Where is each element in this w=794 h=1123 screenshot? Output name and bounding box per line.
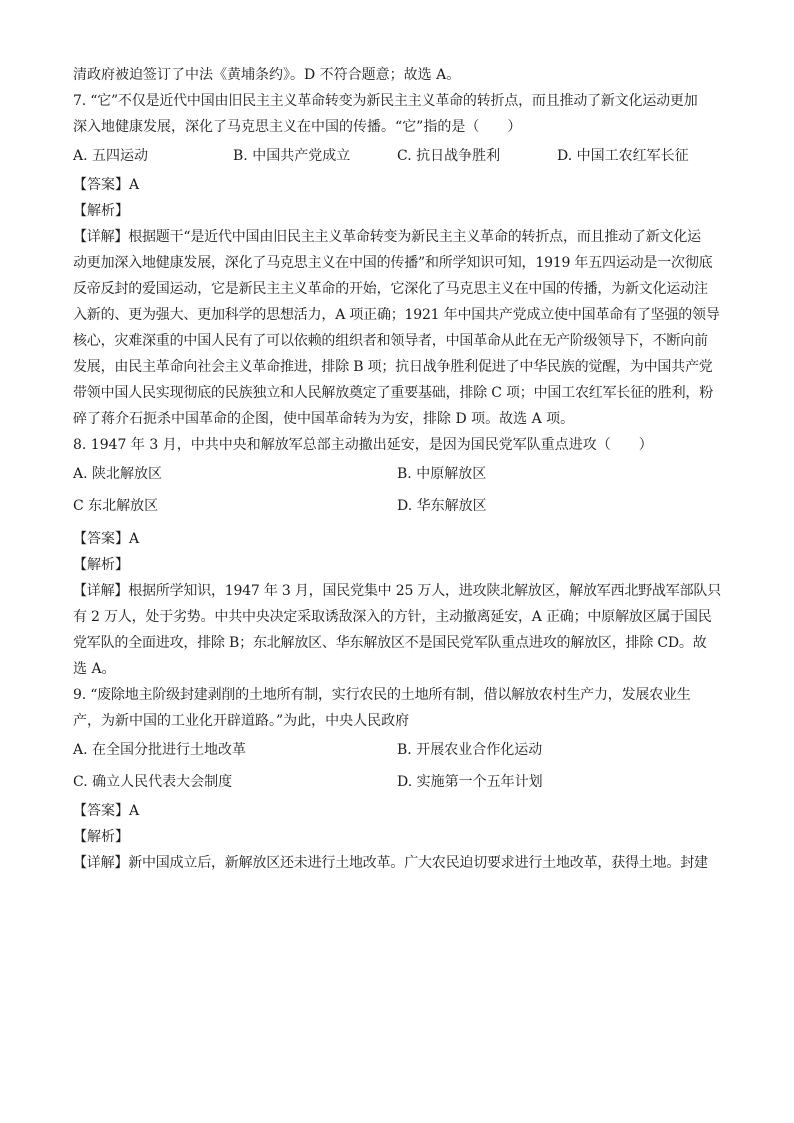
q7-options [73, 140, 721, 172]
intro-line: 清政府被迫签订了中法《黄埔条约》。D 不符合题意；故选 A。 [73, 67, 461, 83]
q7-detail-line-2: 动更加深入地健康发展，深化了马克思主义在中国的传播”和所学知识可知，1919 年五四运动是一次彻底 [73, 255, 713, 271]
q9-option-c: C. 确立人民代表大会制度 [73, 774, 233, 790]
q7-detail-line-7: 带领中国人民实现彻底的民族独立和人民解放奠定了重要基础，排除 C 项；中国工农红军长征的胜利，粉 [73, 385, 714, 401]
q7-option-c: C. 抗日战争胜利 [397, 148, 501, 164]
q7-option-b: B. 中国共产党成立 [233, 148, 351, 164]
q9-options-row-1 [73, 734, 721, 766]
q7-option-a: A. 五四运动 [73, 148, 149, 164]
q7-detail-line-3: 反帝反封的爱国运动，它是新民主主义革命的开始，它深化了马克思主义在中国的传播，为新文化运动注 [73, 281, 708, 297]
q8-detail-line-4: 选 A。 [73, 661, 116, 677]
question-9 [73, 682, 721, 876]
q7-option-d: D. 中国工农红军长征 [557, 148, 689, 164]
q7-detail-line-8: 碎了蒋介石扼杀中国革命的企图，使中国革命转为为安，排除 D 项。故选 A 项。 [73, 411, 575, 427]
q8-options-row-2 [73, 490, 721, 522]
q9-stem-line-1: 9. “废除地主阶级封建剥削的土地所有制，实行农民的土地所有制，借以解放农村生产力，发展农业生 [73, 687, 691, 703]
q8-option-a: A. 陕北解放区 [73, 466, 163, 482]
q9-option-d: D. 实施第一个五年计划 [397, 774, 543, 790]
q9-option-a: A. 在全国分批进行土地改革 [73, 742, 247, 758]
q7-analysis-label: 【解析】 [73, 203, 129, 219]
q7-detail-line-4: 入新的、更为强大、更加科学的思想活力，A 项正确；1921 年中国共产党成立使中国革命有了坚强的领导 [73, 307, 720, 323]
q8-stem-line-1: 8. 1947 年 3 月，中共中央和解放军总部主动撤出延安，是因为国民党军队重点进攻（ ） [73, 437, 653, 453]
q9-detail-line-1: 【详解】新中国成立后，新解放区还未进行土地改革。广大农民迫切要求进行土地改革，获得土地。封建 [73, 855, 708, 871]
q7-detail-line-6: 发展，由民主革命向社会主义革命推进，排除 B 项；抗日战争胜利促进了中华民族的觉醒，为中国共产党 [73, 359, 713, 375]
question-7 [73, 88, 721, 432]
q9-option-b: B. 开展农业合作化运动 [397, 742, 543, 758]
q8-detail-line-2: 有 2 万人，处于劣势。中共中央决定采取诱敌深入的方针，主动撤离延安，A 正确；中原解放区属于国民 [73, 609, 712, 625]
document-page [73, 62, 721, 876]
q9-stem-line-2: 产，为新中国的工业化开辟道路。”为此，中央人民政府 [73, 713, 410, 729]
q8-analysis-label: 【解析】 [73, 557, 129, 573]
q8-detail-line-3: 党军队的全面进攻，排除 B；东北解放区、华东解放区不是国民党军队重点进攻的解放区，排除 CD。故 [73, 635, 707, 651]
question-8 [73, 432, 721, 682]
q9-analysis-label: 【解析】 [73, 829, 129, 845]
q8-option-c: C 东北解放区 [73, 498, 159, 514]
q8-options-row-1 [73, 458, 721, 490]
q7-answer: 【答案】A [73, 177, 140, 193]
q7-detail-line-5: 核心，灾难深重的中国人民有了可以依赖的组织者和领导者，中国革命从此在无产阶级领导下，不断向前 [73, 333, 708, 349]
q7-detail-line-1: 【详解】根据题干“是近代中国由旧民主主义革命转变为新民主主义革命的转折点，而且推动了新文化运 [73, 229, 701, 245]
q8-option-b: B. 中原解放区 [397, 466, 487, 482]
q7-stem-line-1: 7. “它”不仅是近代中国由旧民主主义革命转变为新民主主义革命的转折点，而且推动了新文化运动更加 [73, 93, 698, 109]
q9-answer: 【答案】A [73, 803, 140, 819]
q8-answer: 【答案】A [73, 531, 140, 547]
q9-options-row-2 [73, 766, 721, 798]
q7-stem-line-2: 深入地健康发展，深化了马克思主义在中国的传播。“它”指的是（ ） [73, 119, 522, 135]
q8-detail-line-1: 【详解】根据所学知识，1947 年 3 月，国民党集中 25 万人，进攻陕北解放区，解放军西北野战军部队只 [73, 583, 721, 599]
q8-option-d: D. 华东解放区 [397, 498, 487, 514]
